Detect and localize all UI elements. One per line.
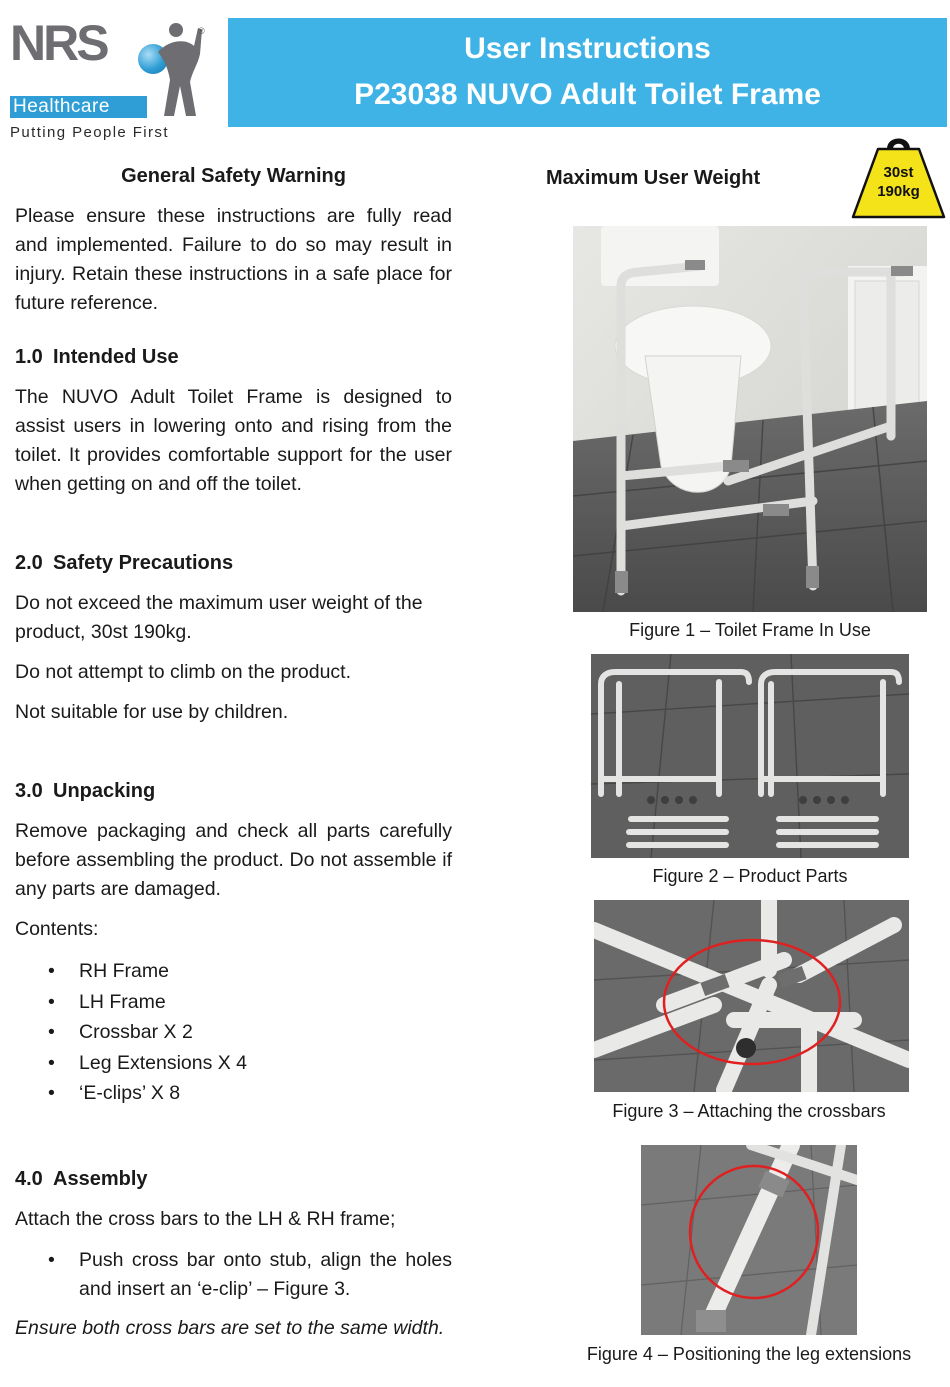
figure-2-image: [591, 654, 909, 858]
figure-4-caption: Figure 4 – Positioning the leg extensions: [586, 1344, 912, 1364]
assembly-steps: [15, 1246, 452, 1304]
contents-label: Contents:: [15, 918, 99, 940]
section-2-heading: [15, 549, 452, 578]
list-item: • Crossbar X 2: [15, 1017, 452, 1048]
weight-stone: 30st: [883, 164, 914, 181]
section-number: 1.0: [15, 346, 43, 368]
list-item: • Leg Extensions X 4: [15, 1048, 452, 1079]
title-banner: [228, 18, 947, 127]
title-line-1: User Instructions: [464, 32, 711, 65]
section-title: Safety Precautions: [53, 552, 234, 574]
section-title: Assembly: [53, 1168, 148, 1190]
weight-kg: 190kg: [877, 183, 920, 200]
section-1-heading: [15, 343, 452, 372]
figure-3-caption: Figure 3 – Attaching the crossbars: [612, 1101, 886, 1121]
section-title: Intended Use: [53, 346, 179, 368]
assembly-intro: Attach the cross bars to the LH & RH frame;: [15, 1208, 396, 1230]
list-item: • LH Frame: [15, 987, 452, 1018]
registered-mark: ®: [198, 26, 205, 36]
logo-person-icon: [146, 20, 204, 120]
brand-division: Healthcare: [10, 96, 147, 118]
intended-use-body: The NUVO Adult Toilet Frame is designed to assist users in lowering onto and rising from the toilet. It provides comfortable support for the user when getting on and off the toilet.: [15, 386, 452, 495]
figure-1-image: [573, 226, 927, 612]
section-number: 3.0: [15, 780, 43, 802]
figure-1-caption: Figure 1 – Toilet Frame In Use: [629, 620, 871, 640]
contents-list: [15, 956, 452, 1109]
brand-tagline: Putting People First: [10, 124, 169, 141]
figure-2-caption: Figure 2 – Product Parts: [652, 866, 848, 886]
weight-badge: [851, 127, 946, 219]
section-number: 2.0: [15, 552, 43, 574]
list-item: • ‘E-clips’ X 8: [15, 1078, 452, 1109]
brand-logo: [10, 14, 210, 141]
unpacking-body: Remove packaging and check all parts carefully before assembling the product. Do not assemble if any parts are damaged.: [15, 820, 452, 900]
title-line-2: P23038 NUVO Adult Toilet Frame: [354, 78, 821, 111]
list-item: • RH Frame: [15, 956, 452, 987]
figure-3-image: [594, 900, 909, 1092]
precaution-weight: Do not exceed the maximum user weight of the product, 30st 190kg.: [15, 592, 423, 643]
section-title: Unpacking: [53, 780, 156, 802]
precaution-climb: Do not attempt to climb on the product.: [15, 661, 352, 683]
safety-heading: General Safety Warning: [121, 165, 346, 187]
weight-text: [851, 163, 946, 201]
precaution-children: Not suitable for use by children.: [15, 701, 289, 723]
brand-name: NRS: [10, 15, 107, 71]
list-item: • Push cross bar onto stub, align the holes and insert an ‘e-clip’ – Figure 3.: [15, 1246, 452, 1304]
assembly-note: Ensure both cross bars are set to the same width.: [15, 1317, 445, 1339]
section-4-heading: [15, 1165, 452, 1194]
safety-body: Please ensure these instructions are fully read and implemented. Failure to do so may result in injury. Retain these instructions in a safe place for future reference.: [15, 205, 452, 314]
figure-4-image: [641, 1145, 857, 1335]
section-number: 4.0: [15, 1168, 43, 1190]
section-3-heading: [15, 777, 452, 806]
max-weight-heading: Maximum User Weight: [546, 167, 761, 189]
